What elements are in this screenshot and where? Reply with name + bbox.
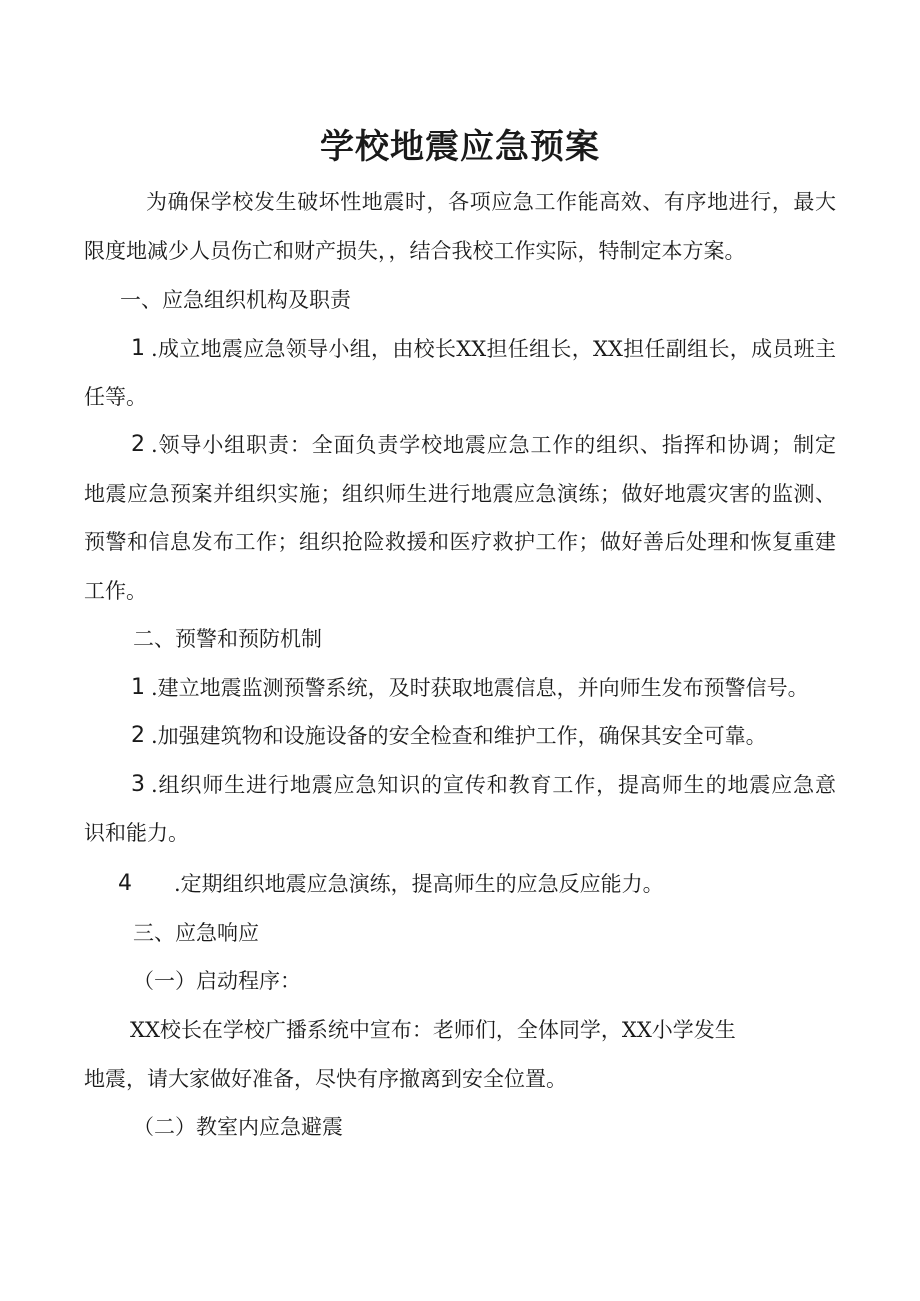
section3-sub1-heading: （一）启动程序： [133,969,301,993]
section2-item2-number: 2 [131,723,145,748]
document-title: 学校地震应急预案 [320,127,600,167]
section1-item1-line-2: 任等。 [84,385,147,409]
section1-heading: 一、应急组织机构及职责 [120,288,351,312]
section3-sub1-line-1: XX校长在学校广播系统中宣布：老师们，全体同学，XX小学发生 [130,1018,736,1042]
section1-item2-line-1: .领导小组职责：全面负责学校地震应急工作的组织、指挥和协调；制定 [151,433,836,457]
section3-heading: 三、应急响应 [133,921,259,945]
section2-item4-text: .定期组织地震应急演练，提高师生的应急反应能力。 [174,872,664,896]
section1-item1-line-1: .成立地震应急领导小组，由校长XX担任组长，XX担任副组长，成员班主 [151,337,836,361]
intro-line-2: 限度地减少人员伤亡和财产损失，，结合我校工作实际，特制定本方案。 [84,239,746,263]
section1-item2-line-3: 预警和信息发布工作；组织抢险救援和医疗救护工作；做好善后处理和恢复重建 [84,530,836,554]
section2-item3-number: 3 [131,772,145,797]
section1-item1-number: 1 [131,336,145,361]
section1-item2-number: 2 [131,432,145,457]
section3-sub1-line-2: 地震，请大家做好准备，尽快有序撤离到安全位置。 [84,1067,567,1091]
section2-item1-text: .建立地震监测预警系统，及时获取地震信息，并向师生发布预警信号。 [151,676,809,700]
section2-item1-number: 1 [131,675,145,700]
section1-item2-line-2: 地震应急预案并组织实施；组织师生进行地震应急演练；做好地震灾害的监测、 [84,482,836,506]
section2-heading: 二、预警和预防机制 [133,627,322,651]
section3-sub2-heading: （二）教室内应急避震 [133,1115,343,1139]
section1-item2-line-4: 工作。 [84,579,147,603]
section2-item2-text: .加强建筑物和设施设备的安全检查和维护工作，确保其安全可靠。 [151,724,767,748]
intro-line-1: 为确保学校发生破坏性地震时，各项应急工作能高效、有序地进行，最大 [146,190,836,214]
section2-item4-number: 4 [118,871,132,896]
section2-item3-line-2: 识和能力。 [84,821,189,845]
section2-item3-line-1: .组织师生进行地震应急知识的宣传和教育工作，提高师生的地震应急意 [151,773,836,797]
